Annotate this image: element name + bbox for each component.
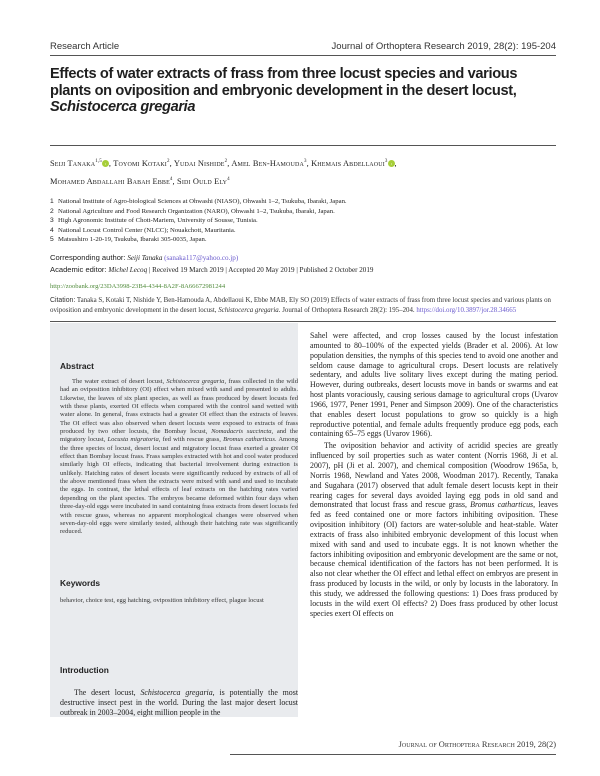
- affiliation-number: 3: [50, 217, 54, 225]
- text-run: , leaves fed as feed contained one or more factors inhibiting oviposition. These oviposition inhibitory (OI) factors are water-soluble and heat-stable. Water extracts of frass also inhibited embryonic development of this locust when mixed with sand and used to incubate eggs. It is not known whether the factors inhibiting oviposition and embryonic development are the same or not, because chemical identification of the factors has not been performed. It is also not clear whether the OI effect and lethal effect on embryos are present in frass produced by locusts in the wild, or only by locusts in the laboratory. In this study, we addressed the following questions: 1) Does frass produced by locusts in the wild exert OI effects? 2) Does frass produced by other locust species exert OI effects on: [310, 500, 558, 618]
- title-species: Schistocerca gregaria: [50, 99, 196, 115]
- editor-dates: Academic editor: Michel Lecoq | Received 19 March 2019 | Accepted 20 May 2019 | Published 2 October 2019: [50, 265, 374, 274]
- affiliation-number: 5: [50, 236, 54, 244]
- affiliation-text: Matsushiro 1-20-19, Tsukuba, Ibaraki 305-0035, Japan.: [58, 236, 207, 244]
- zoobank-link[interactable]: http://zoobank.org/23DA3998-23B4-4344-8A2F-8A66672981244: [50, 283, 226, 290]
- author-name: Toyomi Kotaki: [113, 158, 167, 168]
- text-run: . Among the three species of locust, desert locust and migratory locust frass exerted a greater OI effect than Bombay locust frass. Frass samples extracted with hot and cool water produced similarly high OI effects, indicating that bacterial involvement during extraction is unlikely. Hatching rates of desert locusts were significantly reduced by extracts of all of the above mentioned frass when the extracts were mixed with sand and used to incubate the eggs. In contrast, the lethal effects of leaf extracts on the hatching rates varied depending on the plant species. The embryos became deformed within four days when three-day-old eggs were incubated in sand containing frass extracts from desert locusts fed with rescue grass, whereas no apparent morphological changes were observed when seven-day-old eggs were similarly tested, although their hatching rate was significantly reduced.: [60, 436, 298, 536]
- page-footer: Journal of Orthoptera Research 2019, 28(2): [398, 740, 556, 749]
- author: Toyomi Kotaki$^2$,: [113, 158, 174, 168]
- keywords-text: behavior, choice test, egg hatching, oviposition inhibitory effect, plague locust: [60, 597, 264, 604]
- affiliation-text: National Locust Control Center (NLCC); Nouakchott, Mauritania.: [58, 226, 236, 234]
- author-affiliation-mark: 3: [384, 159, 388, 164]
- text-run: , and the migratory locust,: [60, 428, 298, 444]
- author: [177, 177, 230, 186]
- keywords-heading: Keywords: [60, 578, 101, 588]
- article-title: [50, 66, 550, 116]
- svg-text:i: i: [104, 160, 106, 166]
- doi-link[interactable]: https://doi.org/10.3897/jor.28.34665: [416, 306, 517, 314]
- text-run: The oviposition behavior and activity of acridid species are greatly influenced by soil properties such as water content (Norris 1968, Ji et al. 2007), pH (Ji et al. 2007), and chemical composition (Woodrow 1965a, b, Norris 1968, Newland and Yates 2008, Woodman 2017). Recently, Tanaka and Sugahara (2017) observed that adult female desert locusts kept in their rearing cages for several days avoided laying egg pods in old sand and demonstrated that locust frass and rescue grass,: [310, 441, 558, 510]
- text-run: Sahel were affected, and crop losses caused by the locust infestation amounted to 80–100% of the expected yields (Brader et al. 2006). At low population densities, the nymphs of this species tend to avoid one another and seldom cause damage to agricultural crops. Desert locusts are relatively sedentary, and adults live solitary lives except during the mating period. However, during outbreaks, desert locusts move in bands or swarms and eat host plants voraciously, causing serious damage to agricultural crops (Uvarov 1966, 1977, Pener 1991, Pener and Simpson 2009). One of the characteristics that enables desert locust populations to grow so quickly is a high reproductive potential, and female adults frequently produce egg pods, each containing 65–75 eggs (Uvarov 1966).: [310, 331, 558, 439]
- introduction-heading: Introduction: [60, 665, 109, 675]
- author: Yudai Nishide$^2$,: [173, 158, 232, 168]
- affiliation-item: [50, 226, 570, 236]
- citation: Citation: Tanaka S, Kotaki T, Nishide Y, Ben-Hamouda A, Abdellaoui K, Ebbe MAB, Ely SO (2019) Effects of water extracts of frass from three locust species and various plants on oviposition and embryonic development in the desert locust, Schistocerca gregaria. Journal of Orthoptera Research 28(2): 195–204. https://doi.org/10.3897/jor.28.34665: [50, 297, 551, 314]
- text-run: The desert locust,: [74, 688, 141, 697]
- email-link[interactable]: (sanaka117@yahoo.co.jp): [164, 254, 239, 262]
- orcid-icon[interactable]: [388, 159, 395, 168]
- affiliations: [50, 197, 570, 245]
- author: Amel Ben-Hamouda$^3$,: [231, 158, 312, 168]
- article-type: Research Article: [50, 41, 120, 52]
- author-affiliation-mark: 1,5: [95, 159, 102, 164]
- species-name: Nomadacris succincta: [211, 428, 272, 436]
- title-rule: [50, 145, 556, 146]
- affiliation-number: 2: [50, 207, 54, 215]
- text-run: , fed with rescue grass,: [158, 436, 224, 444]
- author-name: Seiji Tanaka: [50, 158, 96, 168]
- affiliation-number: 1: [50, 198, 54, 205]
- author: Khemais Abdellaoui$^3$ i ,: [311, 158, 397, 168]
- author-affiliation-mark: 4: [169, 176, 173, 182]
- abstract-heading: Abstract: [60, 361, 94, 371]
- species-name: Schistocerca gregaria: [166, 378, 225, 385]
- affiliation-item: [50, 197, 570, 207]
- paragraph: [310, 441, 558, 618]
- affiliation-text: National Agriculture and Food Research Organization (NARO), Ohwashi 1–2, Tsukuba, Ibaraki, Japan.: [58, 207, 335, 215]
- journal-header: Journal of Orthoptera Research 2019, 28(2): 195-204: [331, 41, 556, 52]
- text-run: The water extract of desert locust,: [72, 378, 167, 385]
- title-main: Effects of water extracts of frass from three locust species and various plants on oviposition and embryonic development in the desert locust,: [50, 66, 518, 99]
- corresponding-author: Corresponding author: Seiji Tanaka (sanaka117@yahoo.co.jp): [50, 253, 239, 262]
- author: Seiji Tanaka$^{1,5}$ i ,: [50, 158, 114, 168]
- affiliation-number: 4: [50, 226, 54, 234]
- author: Mohamed Abdallahi Babah Ebbe$^4$,: [50, 176, 178, 186]
- header-rule: [50, 55, 556, 56]
- footer-rule: [230, 754, 556, 755]
- species-name: Locusta migratoria: [107, 436, 159, 444]
- citation-rule: [50, 321, 556, 322]
- author-name: Amel Ben-Hamouda: [231, 158, 304, 168]
- affiliation-text: High Agronomic Institute of Chott-Mariem, University of Sousse, Tunisia.: [58, 217, 258, 225]
- author-list: [50, 154, 560, 190]
- author-affiliation-mark: 3: [303, 159, 307, 164]
- svg-text:i: i: [390, 160, 392, 166]
- text-run: , is potentially the most destructive insect pest in the world. During the last major desert locust outbreak in 2003–2004, eight million people in the: [60, 688, 299, 717]
- paragraph: [310, 331, 558, 439]
- affiliation-item: [50, 207, 570, 217]
- orcid-icon[interactable]: [102, 159, 109, 168]
- affiliation-item: [50, 235, 570, 245]
- author-name: Sidi Ould Ely: [177, 176, 228, 186]
- abstract-text: [60, 378, 298, 537]
- text-run: , frass collected in the wild had an oviposition inhibitory (OI) effect when mixed with sand and presented to adults. Likewise, the leaves of six plant species, as well as frass produced by desert locusts fed with these plants, exerted OI effects when compared with the control sand wetted with water alone. In general, frass extracts had a greater OI effect than the extracts of leaves. The OI effect was also observed when desert locusts were exposed to extracts of frass produced by two other locusts, the Bombay locust,: [60, 378, 298, 436]
- species-name: Bromus catharticus: [470, 500, 534, 510]
- species-name: Bromus catharticus: [223, 436, 275, 444]
- introduction-text: [60, 688, 298, 717]
- affiliation-text: National Institute of Agro-biological Sciences at Ohwashi (NIASO), Ohwashi 1–2, Tsukuba, Ibaraki, Japan.: [58, 198, 347, 205]
- author-name: Mohamed Abdallahi Babah Ebbe: [50, 176, 170, 186]
- author-name: Khemais Abdellaoui: [311, 158, 385, 168]
- right-column: [310, 331, 558, 618]
- author-name: Yudai Nishide: [173, 158, 225, 168]
- species-name: Schistocerca gregaria: [140, 688, 213, 697]
- author-affiliation-mark: 4: [227, 176, 230, 182]
- affiliation-item: [50, 216, 570, 226]
- author-affiliation-mark: 2: [166, 159, 170, 164]
- author-affiliation-mark: 2: [224, 159, 228, 164]
